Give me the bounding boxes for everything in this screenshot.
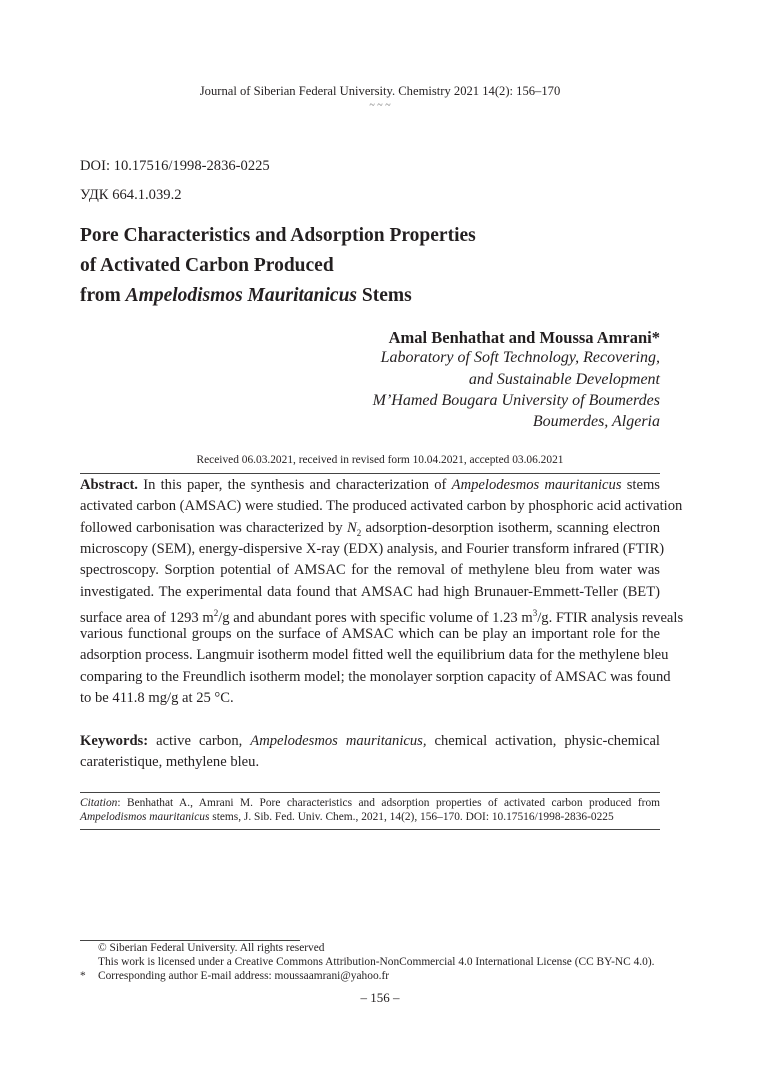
text-run: microscopy (SEM), energy-dispersive X-ray (EDX) analysis, and Fourier transform infrared (FTIR) xyxy=(80,540,665,557)
asterisk-mark: * xyxy=(80,970,86,982)
text-run: Keywords: xyxy=(80,733,149,749)
affiliation-line: Laboratory of Soft Technology, Recovering, xyxy=(380,349,660,366)
text-run: 2 xyxy=(213,607,219,618)
abstract-line xyxy=(80,519,660,542)
text-run: to be 411.8 mg/g at 25 °C. xyxy=(80,690,234,706)
abstract-line xyxy=(80,583,660,601)
text-run: investigated. The experimental data found that AMSAC had high Brunauer-Emmett-Teller (BET) xyxy=(80,583,660,600)
copyright-note: © Siberian Federal University. All rights reserved xyxy=(98,942,325,954)
text-run: In this paper, the synthesis and characterization of xyxy=(137,477,452,493)
text-run: Citation xyxy=(80,797,118,809)
text-run: N xyxy=(346,519,357,536)
abstract-line xyxy=(80,646,669,664)
text-run: comparing to the Freundlich isotherm model; the monolayer sorption capacity of AMSAC was found xyxy=(80,668,671,685)
text-run: spectroscopy. Sorption potential of AMSAC for the removal of methylene bleu from water was xyxy=(80,562,660,579)
text-run: /g. FTIR analysis reveals xyxy=(537,609,684,626)
title-line-1: Pore Characteristics and Adsorption Properties xyxy=(80,225,476,246)
text-run: /g and abundant pores with specific volume of 1.23 m xyxy=(218,609,533,626)
keywords-line xyxy=(80,732,660,750)
text-run: Ampelodesmos mauritanicus xyxy=(451,477,622,493)
abstract-line xyxy=(80,625,660,643)
citation-line xyxy=(80,796,660,810)
divider xyxy=(80,473,660,474)
page-number: – 156 – xyxy=(360,990,400,1005)
text-run: surface area of 1293 m xyxy=(80,609,214,626)
text-run: 2 xyxy=(356,527,362,538)
citation-line xyxy=(80,810,660,824)
received-dates: Received 06.03.2021, received in revised form 10.04.2021, accepted 03.06.2021 xyxy=(196,454,564,466)
keywords-line xyxy=(80,753,660,771)
authors: Amal Benhathat and Moussa Amrani* xyxy=(388,328,660,347)
text-run: : Benhathat A., Amrani M. Pore characteristics and adsorption properties of activated carbon produced from xyxy=(117,797,660,809)
text-run: chemical activation, physic-chemical xyxy=(426,733,660,749)
affiliation-line: and Sustainable Development xyxy=(468,371,660,388)
text-run: adsorption-desorption isotherm, scanning electron xyxy=(361,519,661,536)
abstract-line xyxy=(80,668,671,686)
abstract-line xyxy=(80,476,660,494)
text-run: active carbon, xyxy=(148,733,251,749)
header-ornament: ~ ~ ~ xyxy=(369,100,391,111)
title-text: Stems xyxy=(357,285,412,306)
corresponding-author-note: Corresponding author E-mail address: moussaamrani@yahoo.fr xyxy=(98,970,390,982)
abstract-line xyxy=(80,689,660,707)
text-run: Ampelodesmos mauritanicus, xyxy=(250,733,427,749)
affiliation-line: Boumerdes, Algeria xyxy=(532,413,660,430)
footnote-divider xyxy=(80,940,300,941)
text-run: Ampelodismos mauritanicus xyxy=(80,811,210,823)
license-note: This work is licensed under a Creative Commons Attribution-NonCommercial 4.0 International License (CC BY-NC 4.0). xyxy=(98,956,655,968)
text-run: adsorption process. Langmuir isotherm model fitted well the equilibrium data for the methylene bleu xyxy=(80,647,669,664)
journal-header: Journal of Siberian Federal University. Chemistry 2021 14(2): 156–170 xyxy=(199,84,561,98)
udk: УДК 664.1.039.2 xyxy=(80,187,182,203)
abstract-line xyxy=(80,497,683,515)
text-run: Abstract. xyxy=(80,477,138,493)
text-run: stems xyxy=(621,477,660,493)
title-species: Ampelodismos Mauritanicus xyxy=(125,285,358,306)
text-run: various functional groups on the surface of AMSAC which can be play an important role for the xyxy=(80,626,660,643)
divider xyxy=(80,792,660,793)
text-run: stems, J. Sib. Fed. Univ. Chem., 2021, 14(2), 156–170. DOI: 10.17516/1998-2836-0225 xyxy=(209,811,614,823)
doi: DOI: 10.17516/1998-2836-0225 xyxy=(80,158,270,174)
divider xyxy=(80,829,660,830)
abstract-line xyxy=(80,604,684,627)
title-line-2: of Activated Carbon Produced xyxy=(80,255,334,276)
text-run: carateristique, methylene bleu. xyxy=(80,754,260,771)
title-line-3 xyxy=(80,285,412,307)
text-run: activated carbon (AMSAC) were studied. The produced activated carbon by phosphoric acid activation xyxy=(80,498,683,515)
abstract-line xyxy=(80,540,665,558)
title-text: from xyxy=(80,285,126,306)
text-run: followed carbonisation was characterized by xyxy=(80,519,347,536)
abstract-line xyxy=(80,561,660,579)
text-run: 3 xyxy=(532,607,538,618)
affiliation-line: M’Hamed Bougara University of Boumerdes xyxy=(372,392,660,409)
